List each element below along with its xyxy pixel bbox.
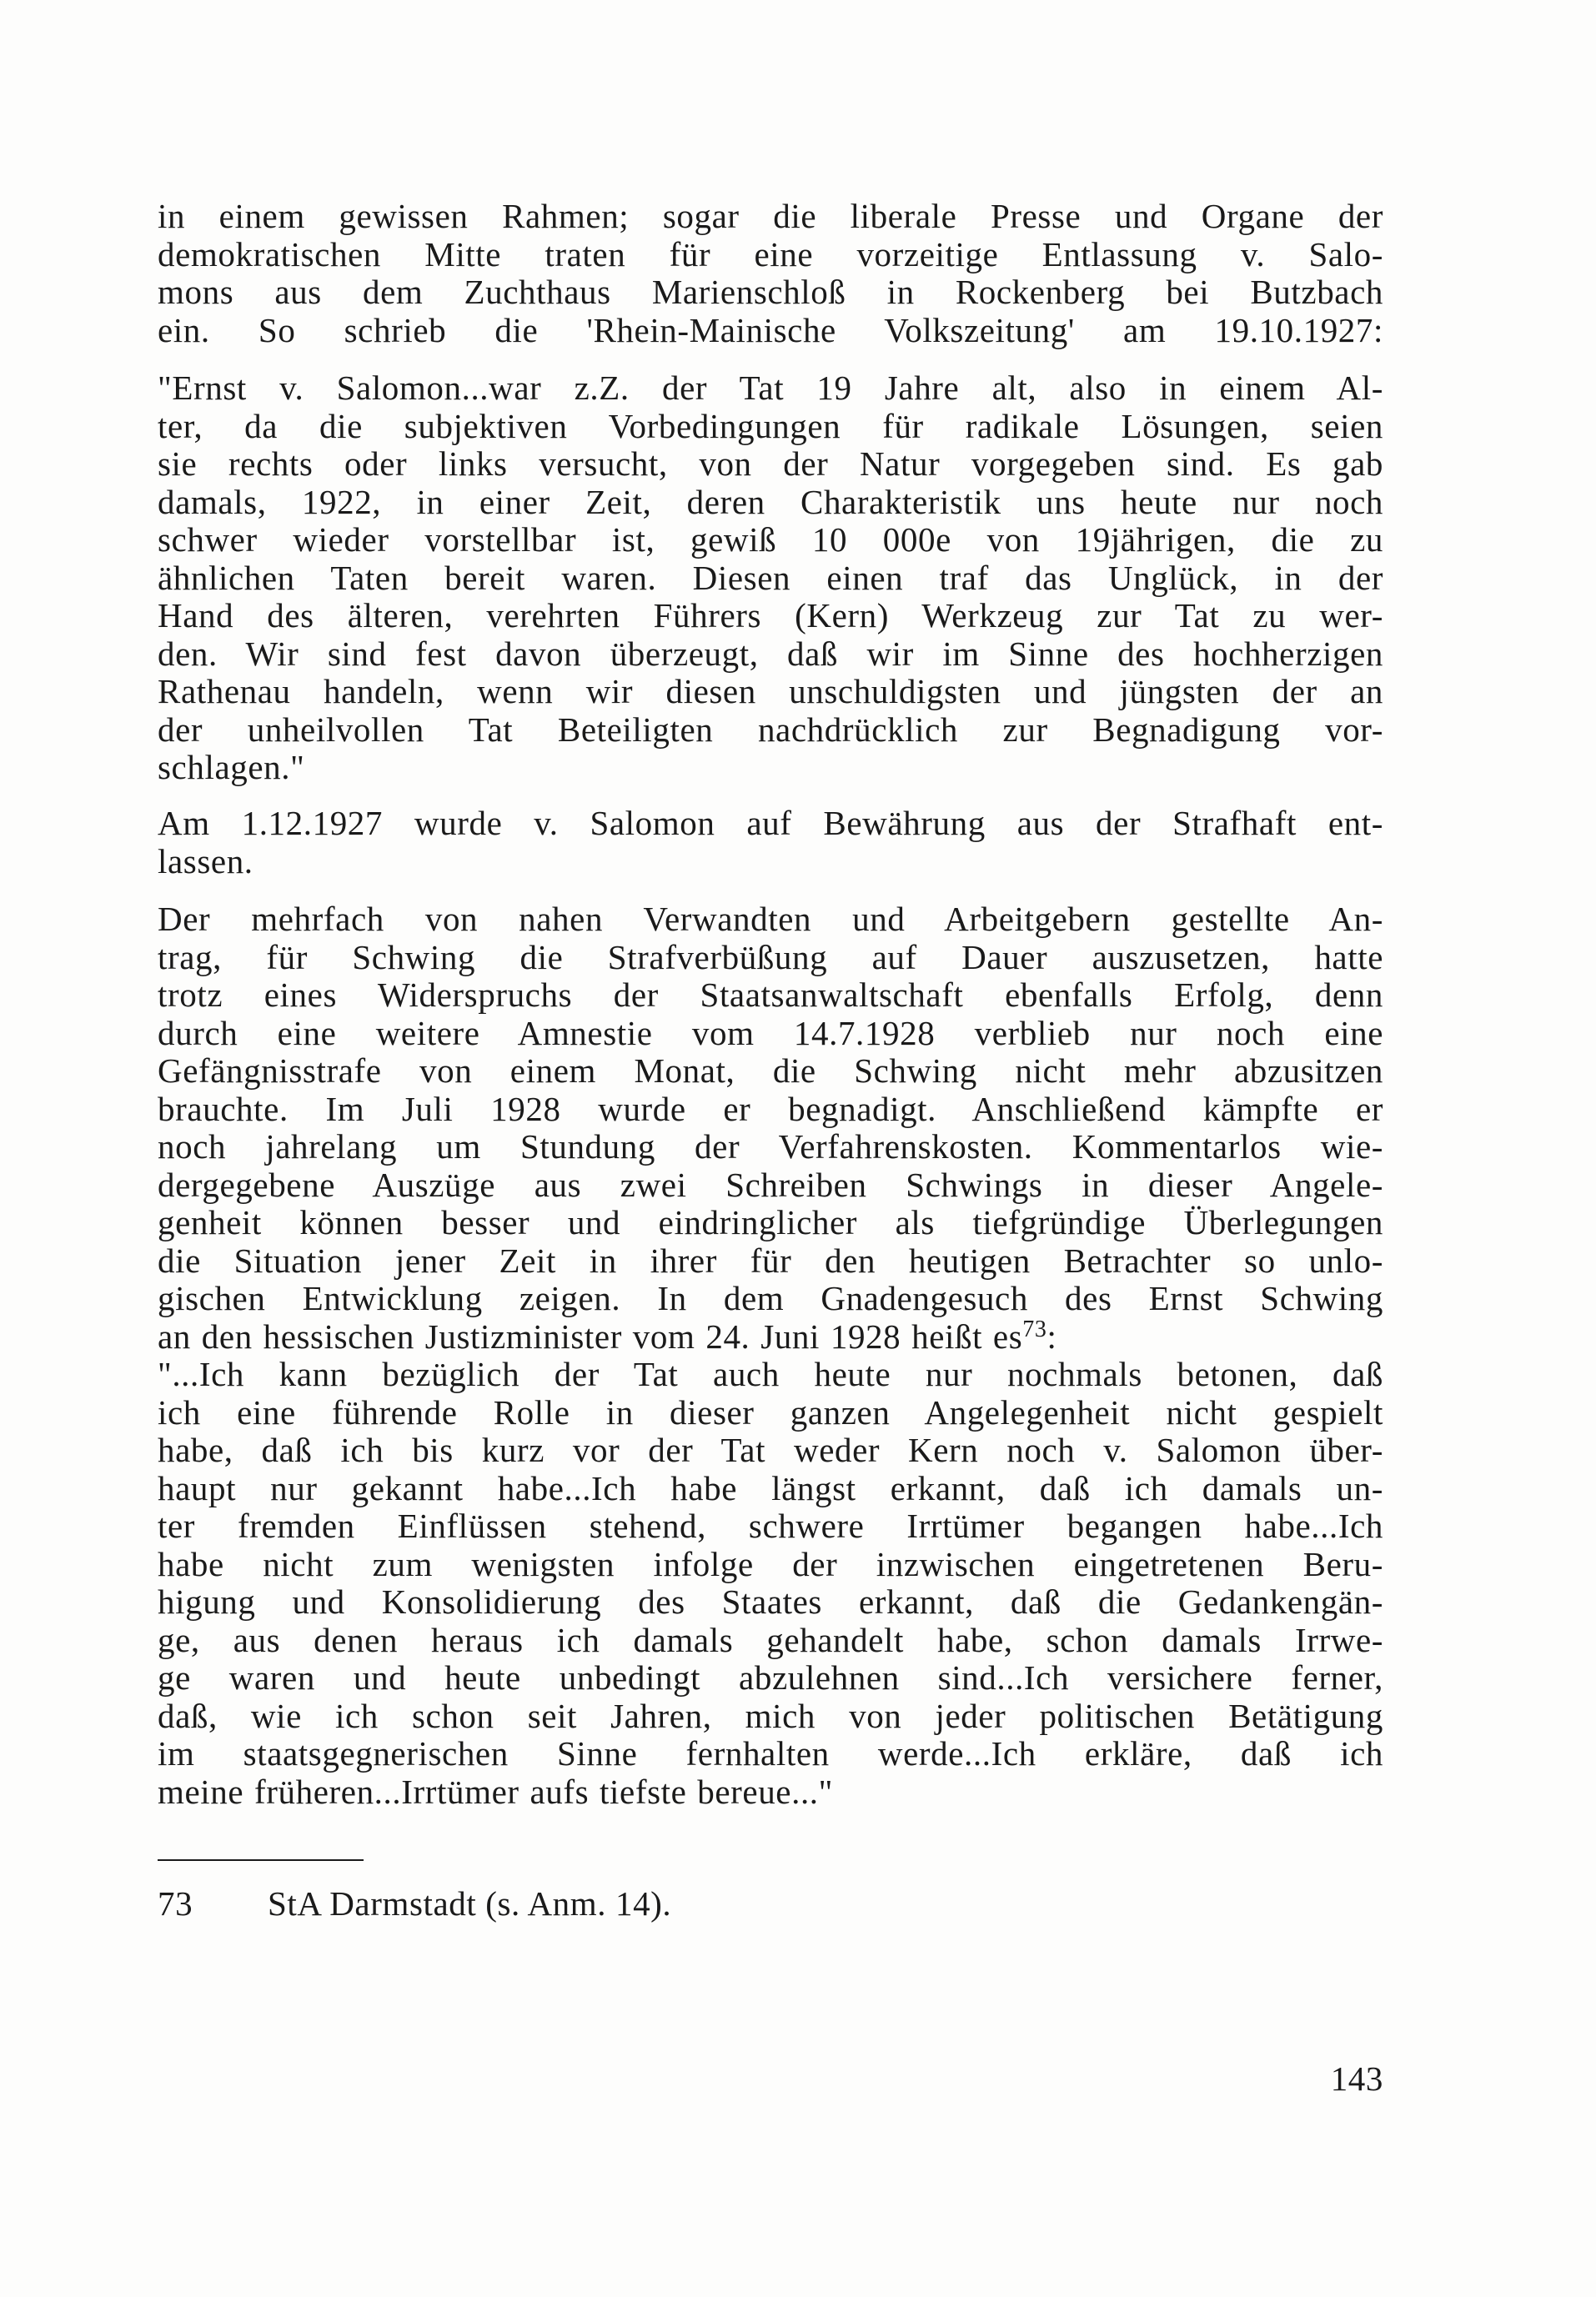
text-line: schlagen." [158, 748, 305, 786]
text-line: "Ernst v. Salomon...war z.Z. der Tat 19 Jahre alt, also in einem Al- [158, 369, 1383, 407]
page-number: 143 [1330, 2059, 1383, 2098]
text-line: daß, wie ich schon seit Jahren, mich von jeder politischen Betätigung [158, 1697, 1383, 1735]
text-line: durch eine weitere Amnestie vom 14.7.1928 verblieb nur noch eine [158, 1014, 1383, 1052]
text-line: Der mehrfach von nahen Verwandten und Arbeitgebern gestellte An- [158, 900, 1383, 938]
text-line: genheit können besser und eindringlicher als tiefgründige Überlegungen [158, 1204, 1383, 1241]
text-line: ein. So schrieb die 'Rhein-Mainische Volkszeitung' am 19.10.1927: [158, 311, 1383, 349]
text-line: ter, da die subjektiven Vorbedingungen für radikale Lösungen, seien [158, 407, 1383, 445]
text-line: brauchte. Im Juli 1928 wurde er begnadigt. Anschließend kämpfte er [158, 1090, 1383, 1128]
text-line: trag, für Schwing die Strafverbüßung auf Dauer auszusetzen, hatte [158, 938, 1383, 976]
text-line: die Situation jener Zeit in ihrer für den heutigen Betrachter so unlo- [158, 1241, 1383, 1280]
text-line: sie rechts oder links versucht, von der Natur vorgegeben sind. Es gab [158, 445, 1383, 483]
footnote-separator [158, 1859, 364, 1861]
text-line: im staatsgegnerischen Sinne fernhalten werde...Ich erkläre, daß ich [158, 1735, 1383, 1773]
paragraph-quotation-volkszeitung [158, 369, 1383, 787]
footnote-number: 73 [158, 1884, 193, 1923]
paragraph-release [158, 805, 1383, 880]
text-line: gischen Entwicklung zeigen. In dem Gnadengesuch des Ernst Schwing [158, 1280, 1383, 1317]
text-line: mons aus dem Zuchthaus Marienschloß in Rockenberg bei Butzbach [158, 273, 1383, 311]
text-line: meine früheren...Irrtümer aufs tiefste bereue..." [158, 1772, 833, 1811]
text-line: Rathenau handeln, wenn wir diesen unschuldigsten und jüngsten der an [158, 673, 1383, 710]
text-line: Am 1.12.1927 wurde v. Salomon auf Bewährung aus der Strafhaft ent- [158, 805, 1383, 842]
text-line: ge waren und heute unbedingt abzulehnen sind...Ich versichere ferner, [158, 1659, 1383, 1697]
footnote [158, 1883, 671, 1924]
colon: : [1046, 1317, 1057, 1356]
text-line: noch jahrelang um Stundung der Verfahrenskosten. Kommentarlos wie- [158, 1128, 1383, 1166]
text-line: haupt nur gekannt habe...Ich habe längst erkannt, daß ich damals un- [158, 1469, 1383, 1507]
text-line: ähnlichen Taten bereit waren. Diesen einen traf das Unglück, in der [158, 559, 1383, 597]
text-line: habe, daß ich bis kurz vor der Tat weder Kern noch v. Salomon über- [158, 1432, 1383, 1469]
text-line: trotz eines Widerspruchs der Staatsanwaltschaft ebenfalls Erfolg, denn [158, 976, 1383, 1014]
paragraph-press-support [158, 198, 1383, 349]
text-line: damals, 1922, in einer Zeit, deren Charakteristik uns heute nur noch [158, 483, 1383, 521]
text-line-content: an den hessischen Justizminister vom 24. Juni 1928 heißt es [158, 1317, 1023, 1356]
footnote-text: StA Darmstadt (s. Anm. 14). [268, 1884, 672, 1923]
footnote-reference: 73 [1022, 1316, 1047, 1342]
text-line: higung und Konsolidierung des Staates erkannt, daß die Gedankengän- [158, 1583, 1383, 1621]
text-line: ter fremden Einflüssen stehend, schwere Irrtümer begangen habe...Ich [158, 1507, 1383, 1545]
text-line: ge, aus denen heraus ich damals gehandelt habe, schon damals Irrwe- [158, 1621, 1383, 1659]
text-line-with-footnote-ref [158, 1318, 1383, 1357]
paragraph-schwing-pardon [158, 900, 1383, 1811]
text-line: dergegebene Auszüge aus zwei Schreiben Schwings in dieser Angele- [158, 1166, 1383, 1204]
text-line: Gefängnisstrafe von einem Monat, die Schwing nicht mehr abzusitzen [158, 1052, 1383, 1090]
text-line: der unheilvollen Tat Beteiligten nachdrücklich zur Begnadigung vor- [158, 710, 1383, 749]
text-line: den. Wir sind fest davon überzeugt, daß wir im Sinne des hochherzigen [158, 634, 1383, 673]
text-line: Hand des älteren, verehrten Führers (Kern) Werkzeug zur Tat zu wer- [158, 597, 1383, 634]
text-line: lassen. [158, 841, 253, 880]
text-line: in einem gewissen Rahmen; sogar die liberale Presse und Organe der [158, 198, 1383, 235]
text-line: habe nicht zum wenigsten infolge der inzwischen eingetretenen Beru- [158, 1545, 1383, 1583]
text-line: demokratischen Mitte traten für eine vorzeitige Entlassung v. Salo- [158, 235, 1383, 273]
text-line: schwer wieder vorstellbar ist, gewiß 10 000e von 19jährigen, die zu [158, 521, 1383, 559]
text-line: ich eine führende Rolle in dieser ganzen Angelegenheit nicht gespielt [158, 1393, 1383, 1432]
text-line: "...Ich kann bezüglich der Tat auch heute nur nochmals betonen, daß [158, 1356, 1383, 1393]
